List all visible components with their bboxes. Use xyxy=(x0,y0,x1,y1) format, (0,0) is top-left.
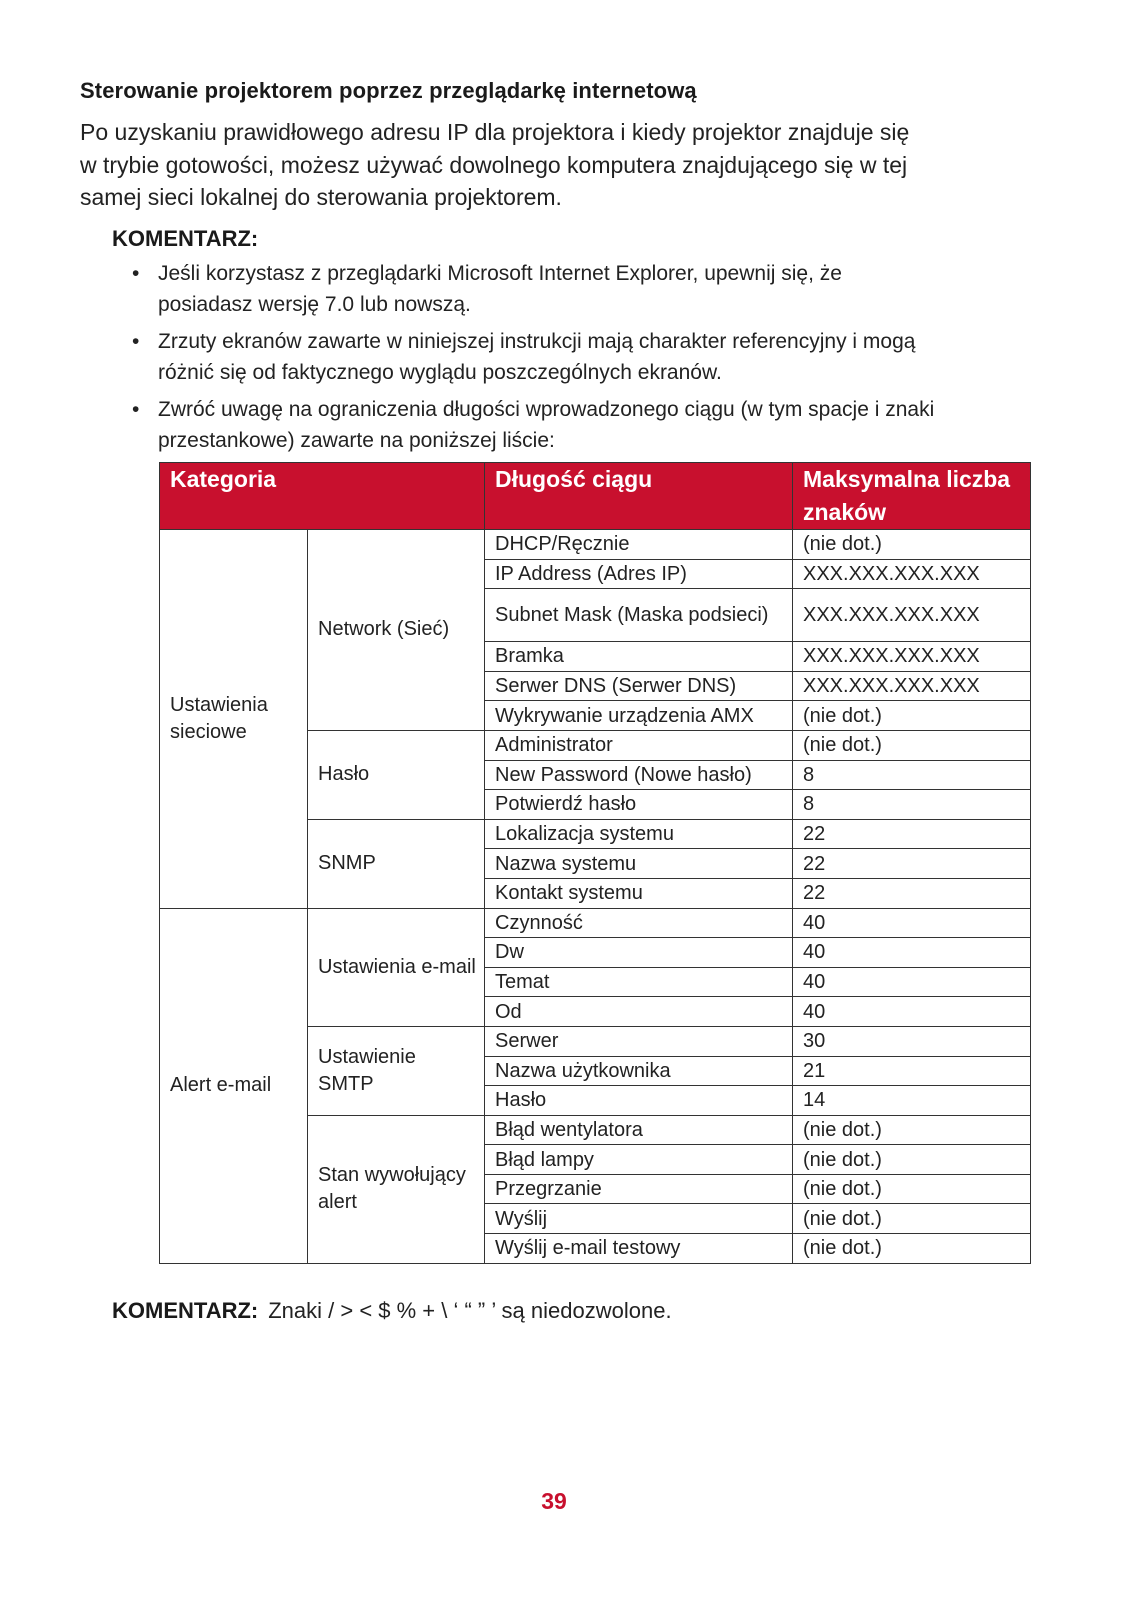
bullet-icon: • xyxy=(132,330,140,353)
item-cell: Kontakt systemu xyxy=(485,878,793,908)
max-cell: 8 xyxy=(793,790,1031,820)
subgroup-cell: Stan wywołujący alert xyxy=(308,1115,485,1263)
max-cell: XXX.XXX.XXX.XXX xyxy=(793,589,1031,642)
item-cell: Nazwa systemu xyxy=(485,849,793,879)
bullet-line: posiadasz wersję 7.0 lub nowszą. xyxy=(158,293,471,316)
max-cell: 40 xyxy=(793,938,1031,968)
bullet-line: Jeśli korzystasz z przeglądarki Microsoft Internet Explorer, upewnij się, że xyxy=(158,262,842,285)
item-cell: DHCP/Ręcznie xyxy=(485,530,793,560)
note-bullet xyxy=(132,326,1037,388)
max-cell: 40 xyxy=(793,967,1031,997)
item-cell: Dw xyxy=(485,938,793,968)
item-cell: Błąd lampy xyxy=(485,1145,793,1175)
item-cell: New Password (Nowe hasło) xyxy=(485,760,793,790)
intro-line: Po uzyskaniu prawidłowego adresu IP dla projektora i kiedy projektor znajduje się xyxy=(80,119,910,145)
item-cell: Subnet Mask (Maska podsieci) xyxy=(485,589,793,642)
header-max: Maksymalna liczba znaków xyxy=(793,463,1031,530)
item-cell: Temat xyxy=(485,967,793,997)
subgroup-cell: Network (Sieć) xyxy=(308,530,485,731)
bottom-note-text: Znaki / > < $ % + \ ‘ “ ” ’ są niedozwolone. xyxy=(268,1298,672,1323)
item-cell: Bramka xyxy=(485,642,793,672)
item-cell: Wykrywanie urządzenia AMX xyxy=(485,701,793,731)
note-bullet-list xyxy=(132,258,1037,462)
bullet-icon: • xyxy=(132,262,140,285)
bullet-line: różnić się od faktycznego wyglądu poszczególnych ekranów. xyxy=(158,361,722,384)
max-cell: 40 xyxy=(793,997,1031,1027)
string-length-table xyxy=(159,462,1031,1264)
item-cell: Administrator xyxy=(485,730,793,760)
max-cell: (nie dot.) xyxy=(793,1204,1031,1234)
category-cell: Alert e-mail xyxy=(160,908,308,1263)
category-cell: Ustawienia sieciowe xyxy=(160,530,308,909)
bullet-line: przestankowe) zawarte na poniższej liście: xyxy=(158,429,555,452)
max-cell: 40 xyxy=(793,908,1031,938)
table-row xyxy=(160,530,1031,560)
item-cell: Nazwa użytkownika xyxy=(485,1056,793,1086)
max-cell: 22 xyxy=(793,819,1031,849)
subgroup-cell: Ustawienia e-mail xyxy=(308,908,485,1026)
intro-line: w trybie gotowości, możesz używać dowolnego komputera znajdującego się w tej xyxy=(80,151,908,178)
item-cell: IP Address (Adres IP) xyxy=(485,559,793,589)
max-cell: (nie dot.) xyxy=(793,1174,1031,1204)
max-cell: (nie dot.) xyxy=(793,701,1031,731)
intro-line: samej sieci lokalnej do sterowania projektorem. xyxy=(80,184,562,210)
page-number: 39 xyxy=(541,1488,567,1514)
item-cell: Wyślij xyxy=(485,1204,793,1234)
table-row xyxy=(160,908,1031,938)
item-cell: Czynność xyxy=(485,908,793,938)
header-category: Kategoria xyxy=(160,463,485,530)
subgroup-cell: Hasło xyxy=(308,730,485,819)
item-cell: Od xyxy=(485,997,793,1027)
max-cell: (nie dot.) xyxy=(793,1115,1031,1145)
max-cell: 22 xyxy=(793,849,1031,879)
section-heading: Sterowanie projektorem poprzez przeglądarkę internetową xyxy=(80,78,697,103)
max-cell: (nie dot.) xyxy=(793,530,1031,560)
max-cell: 30 xyxy=(793,1026,1031,1056)
bottom-note-label: KOMENTARZ: xyxy=(112,1298,259,1323)
bullet-icon: • xyxy=(132,398,140,421)
note-bullet xyxy=(132,394,1037,456)
max-cell: 22 xyxy=(793,878,1031,908)
subgroup-cell: SNMP xyxy=(308,819,485,908)
note-label: KOMENTARZ: xyxy=(112,226,259,251)
max-cell: (nie dot.) xyxy=(793,1234,1031,1264)
header-item: Długość ciągu xyxy=(485,463,793,530)
max-cell: 14 xyxy=(793,1086,1031,1116)
item-cell: Przegrzanie xyxy=(485,1174,793,1204)
bullet-line: Zwróć uwagę na ograniczenia długości wprowadzonego ciągu (w tym spacje i znaki xyxy=(158,398,935,421)
item-cell: Potwierdź hasło xyxy=(485,790,793,820)
note-bullet xyxy=(132,258,1037,320)
item-cell: Hasło xyxy=(485,1086,793,1116)
max-cell: (nie dot.) xyxy=(793,1145,1031,1175)
table-header-row xyxy=(160,463,1031,530)
item-cell: Lokalizacja systemu xyxy=(485,819,793,849)
max-cell: XXX.XXX.XXX.XXX xyxy=(793,671,1031,701)
bullet-line: Zrzuty ekranów zawarte w niniejszej instrukcji mają charakter referencyjny i mogą xyxy=(158,330,916,353)
item-cell: Błąd wentylatora xyxy=(485,1115,793,1145)
item-cell: Serwer xyxy=(485,1026,793,1056)
max-cell: (nie dot.) xyxy=(793,730,1031,760)
intro-paragraph xyxy=(80,116,1040,214)
item-cell: Serwer DNS (Serwer DNS) xyxy=(485,671,793,701)
item-cell: Wyślij e-mail testowy xyxy=(485,1234,793,1264)
max-cell: 8 xyxy=(793,760,1031,790)
max-cell: XXX.XXX.XXX.XXX xyxy=(793,642,1031,672)
subgroup-cell: Ustawienie SMTP xyxy=(308,1026,485,1115)
bottom-note xyxy=(112,1298,672,1324)
max-cell: 21 xyxy=(793,1056,1031,1086)
max-cell: XXX.XXX.XXX.XXX xyxy=(793,559,1031,589)
